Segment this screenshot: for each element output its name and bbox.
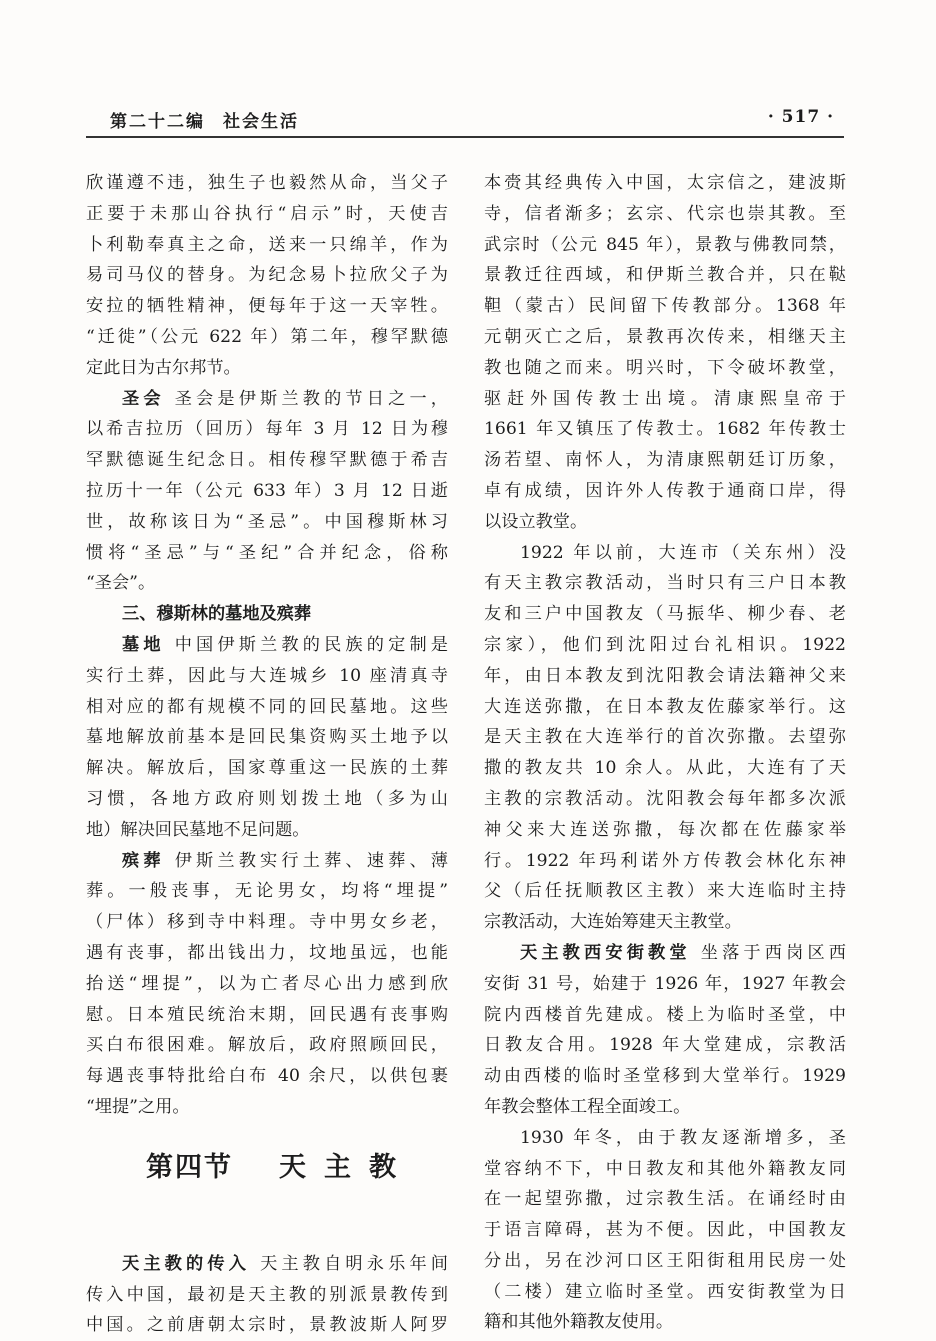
text-line: 惯将“圣忌”与“圣纪”合并纪念，俗称 [86, 542, 448, 563]
term-chuanru: 天主教的传入 [122, 1253, 251, 1274]
text-line: 日教友合用。1928 年大堂建成，宗教活 [484, 1035, 846, 1056]
paragraph-gurbang [86, 168, 448, 384]
text-line: “埋提”之用。 [86, 1096, 190, 1117]
text-line: 墓地解放前基本是回民集资购买土地予以 [86, 727, 448, 748]
text-line: 实行土葬，因此与大连城乡 10 座清真寺 [86, 665, 448, 686]
text-line: 主教的宗教活动。沈阳教会每年都多次派 [484, 788, 846, 809]
text-line: 1661 年又镇压了传教士。1682 年传教士 [484, 419, 846, 440]
text-line: 相对应的都有规模不同的回民墓地。这些 [86, 696, 448, 717]
text-line: 大连送弥撒，在日本教友佐藤家举行。这 [484, 696, 846, 717]
text-line [484, 938, 846, 969]
text-line: 正要于未那山谷执行“启示”时，天使吉 [86, 203, 448, 224]
text-line: 传入中国，最初是天主教的别派景教传到 [86, 1284, 448, 1305]
text-line: 定此日为古尔邦节。 [86, 357, 241, 378]
text-line: 以希吉拉历（回历）每年 3 月 12 日为穆 [86, 419, 448, 440]
text-line: 罕默德诞生纪念日。相传穆罕默德于希吉 [86, 450, 448, 471]
right-column [484, 168, 846, 1338]
text-span: 坐落于西岗区西 [700, 942, 846, 963]
paragraph-shenghui [86, 384, 448, 600]
text-line: 买白布很困难。解放后，政府照顾回民， [86, 1035, 448, 1056]
text-line: 卓有成绩，因许外人传教于通商口岸，得 [484, 480, 846, 501]
text-line: 解决。解放后，国家尊重这一民族的土葬 [86, 758, 448, 779]
section-heading [86, 1123, 448, 1249]
text-line: 葬。一般丧事，无论男女，均将“埋提” [86, 881, 448, 902]
text-line: 中国。之前唐朝太宗时，景教波斯人阿罗 [86, 1315, 448, 1336]
text-line: 宗家），他们到沈阳过台礼相识。1922 [484, 634, 846, 655]
text-line: “迁徙”（公元 622 年）第二年，穆罕默德 [86, 326, 448, 347]
text-line: 年教会整体工程全面竣工。 [484, 1096, 691, 1117]
text-line: 安拉的牺牲精神，便每年于这一天宰牲。 [86, 296, 448, 317]
text-line: 抬送“埋提”，以为亡者尽心出力感到欣 [86, 973, 448, 994]
paragraph-1930 [484, 1123, 846, 1339]
text-line: 是天主教在大连举行的首次弥撒。去望弥 [484, 727, 846, 748]
text-span: 天主教自明永乐年间 [260, 1253, 448, 1274]
text-line: 宗教活动，大连始筹建天主教堂。 [484, 912, 742, 933]
page-number: · 517 · [767, 107, 834, 127]
text-line: 欣谨遵不违，独生子也毅然从命，当父子 [86, 173, 448, 193]
running-head [86, 103, 844, 133]
text-line: 靼（蒙古）民间留下传教部分。1368 年 [484, 296, 846, 317]
text-line: 习惯，各地方政府则划拨土地（多为山 [86, 788, 448, 809]
text-line: 籍和其他外籍教友使用。 [484, 1312, 674, 1333]
text-line: 动由西楼的临时圣堂移到大堂举行。1929 [484, 1066, 846, 1087]
text-line: 遇有丧事，都出钱出力，坟地虽远，也能 [86, 942, 448, 963]
chapter-title: 第二十二编 [110, 112, 205, 132]
text-line: （二楼）建立临时圣堂。西安街教堂为日 [484, 1281, 846, 1302]
section-title-header: 社会生活 [223, 112, 299, 132]
subheading: 三、穆斯林的墓地及殡葬 [122, 604, 312, 625]
text-line: 父（后任抚顺教区主教）来大连临时主持 [484, 881, 846, 902]
text-line: 院内西楼首先建成。楼上为临时圣堂，中 [484, 1004, 846, 1025]
text-line: 1922 年以前，大连市（关东州）没 [520, 542, 846, 563]
section-name: 天主教 [279, 1151, 414, 1183]
text-line: 易司马仪的替身。为纪念易卜拉欣父子为 [86, 265, 448, 286]
paragraph-mudi [86, 630, 448, 846]
paragraph-continued [484, 168, 846, 538]
text-line [86, 630, 448, 661]
text-line: 汤若望、南怀人，为清康熙朝廷订历象， [484, 450, 846, 471]
text-line [86, 846, 448, 877]
paragraph-binzang [86, 846, 448, 1123]
text-line: “圣会”。 [86, 573, 156, 594]
text-line: 神父来大连送弥撒，每次都在佐藤家举 [484, 819, 846, 840]
text-line [86, 1249, 448, 1280]
paragraph-chuanru [86, 1249, 448, 1341]
header-rule [86, 136, 844, 138]
term-binzang: 殡葬 [122, 850, 165, 871]
text-line: 景教迁往西域，和伊斯兰教合并，只在鞑 [484, 265, 846, 286]
left-column [86, 168, 448, 1341]
chapter-header [110, 107, 299, 132]
text-line: 年，由日本教友到沈阳教会请法籍神父来 [484, 665, 846, 686]
text-line [86, 384, 448, 415]
term-xian-street-church: 天主教西安街教堂 [520, 942, 691, 963]
text-line: 驱赶外国传教士出境。清康熙皇帝于 [484, 388, 846, 409]
text-line: 慰。日本殖民统治末期，回民遇有丧事购 [86, 1004, 448, 1025]
section-number: 第四节 [146, 1151, 233, 1183]
text-line: 本赍其经典传入中国，太宗信之，建波斯 [484, 173, 846, 193]
term-shenghui: 圣会 [122, 388, 165, 409]
text-line: 拉历十一年（公元 633 年）3 月 12 日逝 [86, 480, 448, 501]
term-mudi: 墓地 [122, 634, 165, 655]
text-line: 每遇丧事特批给白布 40 余尺，以供包裹 [86, 1066, 448, 1087]
text-line: 撒的教友共 10 余人。从此，大连有了天 [484, 758, 846, 779]
text-line: 世，故称该日为“圣忌”。中国穆斯林习 [86, 511, 448, 532]
text-line: 地）解决回民墓地不足问题。 [86, 819, 310, 840]
text-line: 有天主教宗教活动，当时只有三户日本教 [484, 573, 846, 594]
text-span: 圣会是伊斯兰教的节日之一， [174, 388, 448, 409]
text-line: 武宗时（公元 845 年），景教与佛教同禁， [484, 234, 846, 255]
text-line: 友和三户中国教友（马振华、柳少春、老 [484, 604, 846, 625]
text-line: 行。1922 年玛利诺外方传教会林化东神 [484, 850, 846, 871]
text-line: 安街 31 号，始建于 1926 年，1927 年教会 [484, 973, 846, 994]
text-line: 1930 年冬，由于教友逐渐增多，圣 [520, 1127, 846, 1148]
text-line: 元朝灭亡之后，景教再次传来，相继天主 [484, 326, 846, 347]
text-line: 以设立教堂。 [484, 511, 588, 532]
text-span: 伊斯兰教实行土葬、速葬、薄 [174, 850, 448, 871]
text-line: 教也随之而来。明兴时，下令破坏教堂， [484, 357, 846, 378]
text-line: 于语言障碍，甚为不便。因此，中国教友 [484, 1220, 846, 1241]
text-line: （尸体）移到寺中料理。寺中男女乡老， [86, 912, 448, 933]
text-line: 寺，信者渐多；玄宗、代宗也崇其教。至 [484, 203, 846, 224]
text-line: 堂容纳不下，中日教友和其他外籍教友同 [484, 1158, 846, 1179]
text-span: 中国伊斯兰教的民族的定制是 [174, 634, 448, 655]
text-line: 在一起望弥撒，过宗教生活。在诵经时由 [484, 1189, 846, 1210]
text-line: 卜利勒奉真主之命，送来一只绵羊，作为 [86, 234, 448, 255]
paragraph-1922 [484, 538, 846, 938]
text-line: 分出，另在沙河口区王阳街租用民房一处 [484, 1250, 846, 1271]
paragraph-xian-street-church [484, 938, 846, 1123]
